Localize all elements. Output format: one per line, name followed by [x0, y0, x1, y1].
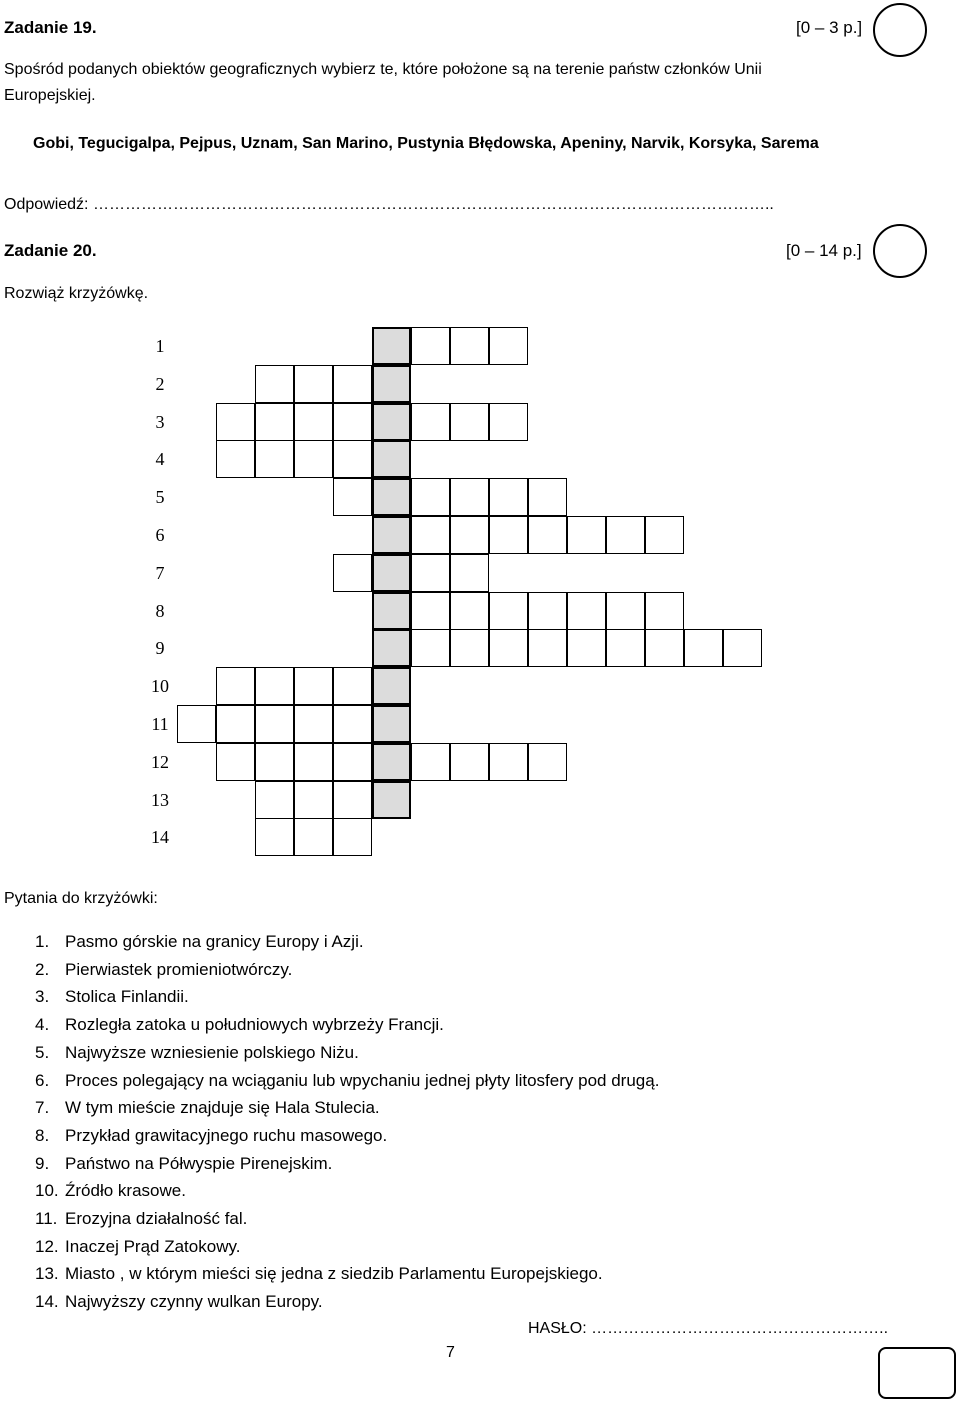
crossword-cell[interactable]: [294, 781, 333, 819]
crossword-row-number: 3: [155, 411, 165, 432]
crossword-cell[interactable]: [294, 818, 333, 856]
crossword-cell[interactable]: [606, 629, 645, 667]
crossword-key-cell[interactable]: [372, 403, 411, 441]
crossword-key-cell[interactable]: [372, 592, 411, 630]
question-item: [35, 987, 189, 1007]
crossword-cell[interactable]: [528, 516, 567, 554]
crossword-cell[interactable]: [294, 403, 333, 441]
task20-score-circle[interactable]: [873, 224, 927, 278]
crossword-row-number: 12: [151, 751, 169, 772]
task20-points: [0 – 14 p.]: [786, 241, 862, 260]
crossword-cell[interactable]: [567, 592, 606, 630]
question-number: 4.: [35, 1015, 50, 1035]
question-text: Proces polegający na wciąganiu lub wpychaniu jednej płyty litosfery pod drugą.: [65, 1070, 660, 1090]
question-item: [35, 1015, 444, 1035]
crossword-cell[interactable]: [645, 629, 684, 667]
crossword-cell[interactable]: [216, 440, 255, 478]
crossword-cell[interactable]: [255, 365, 294, 403]
crossword-cell[interactable]: [528, 629, 567, 667]
crossword-cell[interactable]: [567, 516, 606, 554]
crossword-row-number: 5: [155, 487, 165, 508]
question-number: 13.: [35, 1264, 59, 1284]
question-number: 1.: [35, 932, 50, 951]
crossword-key-cell[interactable]: [372, 327, 411, 365]
crossword-cell[interactable]: [255, 440, 294, 478]
question-item: [35, 960, 292, 980]
question-item: [35, 1154, 332, 1174]
question-number: 8.: [35, 1125, 50, 1145]
crossword-cell[interactable]: [216, 743, 255, 781]
crossword-cell[interactable]: [333, 818, 372, 856]
page-number: 7: [446, 1344, 455, 1361]
question-text: Stolica Finlandii.: [65, 987, 189, 1007]
crossword-cell[interactable]: [489, 516, 528, 554]
crossword-row-number: 1: [155, 336, 165, 356]
question-item: [35, 1126, 387, 1146]
crossword-key-cell[interactable]: [372, 667, 411, 705]
question-item: [35, 1071, 659, 1091]
crossword-cell[interactable]: [489, 478, 528, 516]
question-text: Źródło krasowe.: [65, 1181, 186, 1201]
crossword-cell[interactable]: [255, 403, 294, 441]
crossword-cell[interactable]: [645, 516, 684, 554]
crossword-row-number: 10: [151, 676, 169, 697]
question-text: Erozyjna działalność fal.: [65, 1209, 248, 1228]
question-text: Najwyższy czynny wulkan Europy.: [65, 1292, 323, 1312]
crossword-cell[interactable]: [333, 667, 372, 705]
question-number: 11.: [35, 1209, 58, 1228]
crossword-cell[interactable]: [684, 629, 723, 667]
question-text: Państwo na Półwyspie Pirenejskim.: [65, 1153, 333, 1173]
crossword-cell[interactable]: [294, 743, 333, 781]
question-number: 12.: [35, 1236, 59, 1256]
question-number: 7.: [35, 1098, 50, 1118]
crossword-cell[interactable]: [450, 478, 489, 516]
task19-instruction-line1: Spośród podanych obiektów geograficznych wybierz te, które położone są na terenie państw członków Unii: [4, 61, 762, 78]
question-text: Inaczej Prąd Zatokowy.: [65, 1236, 241, 1256]
task19-points: [0 – 3 p.]: [796, 18, 863, 37]
crossword-cell[interactable]: [411, 478, 450, 516]
crossword-row-number: 11: [151, 714, 169, 734]
question-text: W tym mieście znajduje się Hala Stulecia.: [65, 1098, 380, 1118]
crossword-cell[interactable]: [528, 478, 567, 516]
crossword-cell[interactable]: [411, 403, 450, 441]
password-field[interactable]: HASŁO: ………………………………………………..: [528, 1320, 889, 1337]
crossword-cell[interactable]: [450, 629, 489, 667]
question-text: Przykład grawitacyjnego ruchu masowego.: [65, 1125, 388, 1145]
crossword-cell[interactable]: [606, 592, 645, 630]
question-item: [35, 1264, 603, 1284]
crossword-row-number: 13: [151, 789, 169, 810]
crossword-cell[interactable]: [294, 705, 333, 743]
crossword-cell[interactable]: [489, 403, 528, 441]
crossword-cell[interactable]: [450, 403, 489, 441]
crossword-cell[interactable]: [333, 781, 372, 819]
question-item: [35, 1181, 186, 1201]
question-number: 5.: [35, 1042, 50, 1062]
crossword-cell[interactable]: [216, 667, 255, 705]
task19-answer-line[interactable]: Odpowiedź: ………………………………………………………………………………………………………………..: [4, 196, 774, 213]
crossword-key-cell[interactable]: [372, 478, 411, 516]
crossword-key-cell[interactable]: [372, 440, 411, 478]
question-text: Najwyższe wzniesienie polskiego Niżu.: [65, 1042, 359, 1062]
question-number: 3.: [35, 987, 50, 1007]
crossword-cell[interactable]: [450, 516, 489, 554]
task19-objects-list: Gobi, Tegucigalpa, Pejpus, Uznam, San Marino, Pustynia Błędowska, Apeniny, Narvik, Korsyka, Sarema: [33, 135, 819, 152]
crossword-cell[interactable]: [645, 592, 684, 630]
question-item: [35, 1209, 247, 1229]
task20-title: Zadanie 20.: [4, 241, 97, 260]
crossword-key-cell[interactable]: [372, 629, 411, 667]
question-text: Rozległa zatoka u południowych wybrzeży Francji.: [65, 1015, 444, 1035]
crossword-cell[interactable]: [489, 592, 528, 630]
crossword-cell[interactable]: [411, 554, 450, 592]
task19-title: Zadanie 19.: [4, 18, 97, 37]
crossword-cell[interactable]: [567, 629, 606, 667]
crossword-cell[interactable]: [411, 629, 450, 667]
crossword-cell[interactable]: [450, 554, 489, 592]
crossword-cell[interactable]: [294, 440, 333, 478]
task19-instruction-line2: Europejskiej.: [4, 87, 96, 104]
crossword-cell[interactable]: [489, 743, 528, 781]
crossword-cell[interactable]: [489, 327, 528, 365]
crossword-cell[interactable]: [723, 629, 762, 667]
crossword-key-cell[interactable]: [372, 743, 411, 781]
question-text: Miasto , w którym mieści się jedna z siedzib Parlamentu Europejskiego.: [65, 1264, 603, 1284]
question-number: 14.: [35, 1292, 59, 1312]
crossword-key-cell[interactable]: [372, 554, 411, 592]
questions-heading: Pytania do krzyżówki:: [4, 890, 158, 907]
crossword-row-number: 9: [155, 638, 165, 659]
crossword-cell[interactable]: [177, 705, 216, 743]
question-item: [35, 1098, 380, 1118]
question-item: [35, 932, 364, 952]
crossword-cell[interactable]: [255, 818, 294, 856]
crossword-cell[interactable]: [411, 327, 450, 365]
crossword-cell[interactable]: [255, 705, 294, 743]
question-number: 2.: [35, 959, 50, 979]
crossword-key-cell[interactable]: [372, 516, 411, 554]
crossword-key-cell[interactable]: [372, 705, 411, 743]
crossword-cell[interactable]: [450, 327, 489, 365]
crossword-cell[interactable]: [606, 516, 645, 554]
crossword-cell[interactable]: [528, 743, 567, 781]
crossword-cell[interactable]: [411, 592, 450, 630]
question-item: [35, 1292, 323, 1312]
crossword-cell[interactable]: [255, 743, 294, 781]
crossword-cell[interactable]: [333, 554, 372, 592]
crossword-cell[interactable]: [294, 667, 333, 705]
question-number: 9.: [35, 1153, 50, 1173]
crossword-key-cell[interactable]: [372, 365, 411, 403]
crossword-row-number: 4: [155, 449, 165, 470]
crossword-key-cell[interactable]: [372, 781, 411, 819]
crossword-cell[interactable]: [333, 403, 372, 441]
crossword-cell[interactable]: [216, 705, 255, 743]
crossword-cell[interactable]: [216, 403, 255, 441]
question-text: Pierwiastek promieniotwórczy.: [65, 959, 293, 979]
question-item: [35, 1237, 240, 1257]
question-number: 10.: [35, 1181, 59, 1201]
crossword-cell[interactable]: [255, 667, 294, 705]
question-item: [35, 1043, 359, 1063]
crossword-cell[interactable]: [489, 629, 528, 667]
crossword-cell[interactable]: [411, 516, 450, 554]
task20-instruction: Rozwiąż krzyżówkę.: [4, 285, 149, 302]
crossword-cell[interactable]: [333, 440, 372, 478]
crossword-cell[interactable]: [333, 705, 372, 743]
crossword-row-number: 14: [151, 827, 169, 848]
crossword-cell[interactable]: [333, 365, 372, 403]
crossword-row-number: 8: [155, 600, 165, 621]
task19-score-circle[interactable]: [873, 3, 927, 57]
crossword-cell[interactable]: [333, 478, 372, 516]
score-box[interactable]: [878, 1347, 956, 1399]
crossword-row-number: 2: [155, 373, 165, 394]
crossword-cell[interactable]: [294, 365, 333, 403]
question-number: 6.: [35, 1070, 50, 1090]
question-text: Pasmo górskie na granicy Europy i Azji.: [65, 932, 364, 951]
crossword-cell[interactable]: [528, 592, 567, 630]
crossword-cell[interactable]: [450, 743, 489, 781]
crossword-row-number: 7: [155, 562, 165, 583]
crossword-cell[interactable]: [333, 743, 372, 781]
crossword-row-number: 6: [155, 525, 165, 545]
crossword-cell[interactable]: [450, 592, 489, 630]
crossword-cell[interactable]: [255, 781, 294, 819]
crossword-cell[interactable]: [411, 743, 450, 781]
